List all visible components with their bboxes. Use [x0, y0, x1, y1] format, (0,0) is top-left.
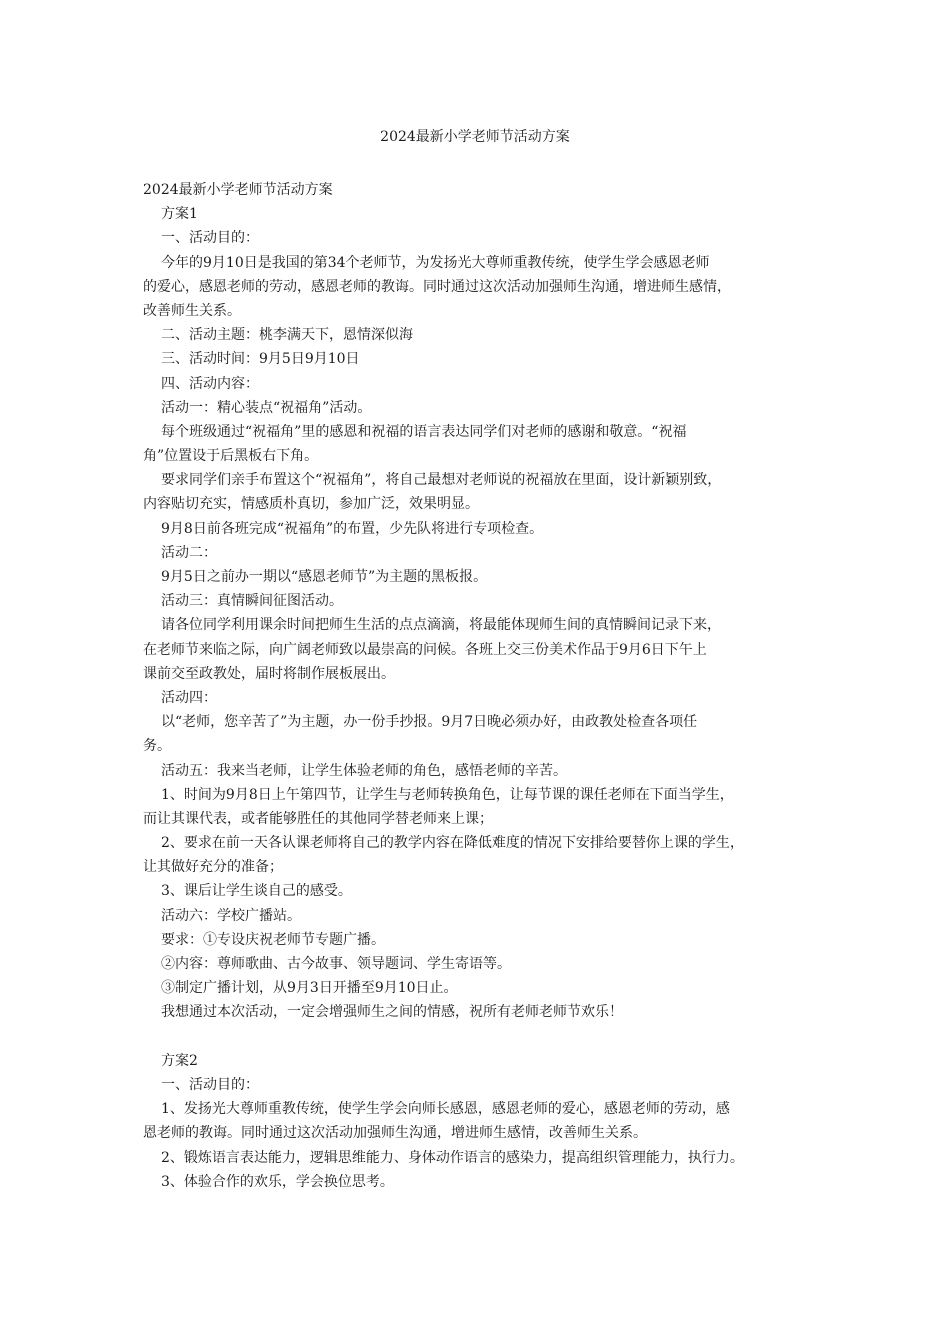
text-line: 改善师生关系。 [143, 302, 241, 319]
text-line: 活动一：精心装点“祝福角”活动。 [161, 399, 372, 416]
text-line: 要求：①专设庆祝老师节专题广播。 [161, 931, 385, 948]
text-line: 角”位置设于后黑板右下角。 [143, 448, 319, 465]
document-body [143, 178, 823, 1194]
text-line: 9月5日之前办一期以“感恩老师节”为主题的黑板报。 [161, 569, 488, 585]
text-line: 活动三：真情瞬间征图活动。 [161, 593, 343, 610]
text-line: 每个班级通过“祝福角”里的感恩和祝福的语言表达同学们对老师的感谢和敬意。“祝福 [161, 423, 687, 440]
text-line: 3、体验合作的欢乐，学会换位思考。 [161, 1173, 394, 1190]
text-line: 活动四： [161, 689, 217, 706]
blank-line [143, 1025, 823, 1049]
text-line: 课前交至政教处，届时将制作展板展出。 [143, 665, 395, 682]
text-line: ③制定广播计划，从9月3日开播至9月10日止。 [161, 980, 458, 997]
text-line: 以“老师，您辛苦了”为主题，办一份手抄报。9月7日晚必须办好，由政教处检查各项任 [161, 714, 698, 731]
text-line: 三、活动时间：9月5日9月10日 [161, 351, 360, 368]
text-line: 活动二： [161, 544, 217, 561]
text-line: 四、活动内容： [161, 375, 259, 392]
text-line: 方案1 [161, 206, 198, 223]
text-line: 二、活动主题：桃李满天下，恩情深似海 [161, 327, 413, 344]
text-line: 1、发扬光大尊师重教传统，使学生学会向师长感恩，感恩老师的爱心，感恩老师的劳动，感 [161, 1101, 730, 1118]
text-line: 恩老师的教诲。同时通过这次活动加强师生沟通，增进师生感情，改善师生关系。 [143, 1125, 647, 1142]
text-line: 2、要求在前一天各认课老师将自己的教学内容在降低难度的情况下安排给要替你上课的学生， [161, 835, 744, 852]
text-line: 要求同学们亲手布置这个“祝福角”，将自己最想对老师说的祝福放在里面，设计新颖别致， [161, 472, 722, 489]
text-line: 我想通过本次活动，一定会增强师生之间的情感，祝所有老师老师节欢乐！ [161, 1004, 623, 1021]
text-line: 让其做好充分的准备； [143, 859, 283, 876]
text-line: 请各位同学利用课余时间把师生生活的点点滴滴，将最能体现师生间的真情瞬间记录下来， [161, 617, 721, 634]
page-title: 2024最新小学老师节活动方案 [380, 129, 570, 145]
text-line: 而让其课代表，或者能够胜任的其他同学替老师来上课； [143, 810, 493, 827]
text-line: 在老师节来临之际，向广阔老师致以最崇高的问候。各班上交三份美术作品于9月6日下午上 [143, 641, 707, 658]
text-line: 1、时间为9月8日上午第四节，让学生与老师转换角色，让每节课的课任老师在下面当学生， [161, 786, 734, 803]
text-line: 内容贴切充实，情感质朴真切，参加广泛，效果明显。 [143, 496, 479, 513]
text-line: 活动六：学校广播站。 [161, 907, 301, 924]
text-line: 一、活动目的： [161, 1076, 259, 1093]
text-line: ②内容：尊师歌曲、古今故事、领导题词、学生寄语等。 [161, 956, 511, 972]
text-line: 9月8日前各班完成“祝福角”的布置，少先队将进行专项检查。 [161, 520, 544, 537]
text-line: 今年的9月10日是我国的第34个老师节，为发扬光大尊师重教传统，使学生学会感恩老师 [161, 254, 710, 271]
text-line: 的爱心，感恩老师的劳动，感恩老师的教诲。同时通过这次活动加强师生沟通，增进师生感情， [143, 278, 731, 295]
text-line: 2、锻炼语言表达能力，逻辑思维能力、身体动作语言的感染力，提高组织管理能力，执行力。 [161, 1149, 744, 1166]
text-line: 方案2 [161, 1052, 198, 1069]
text-line: 3、课后让学生谈自己的感受。 [161, 883, 352, 900]
text-line: 活动五：我来当老师，让学生体验老师的角色，感悟老师的辛苦。 [161, 762, 567, 779]
text-line: 务。 [143, 738, 171, 755]
text-line: 2024最新小学老师节活动方案 [143, 182, 333, 198]
text-line: 一、活动目的： [161, 230, 259, 247]
